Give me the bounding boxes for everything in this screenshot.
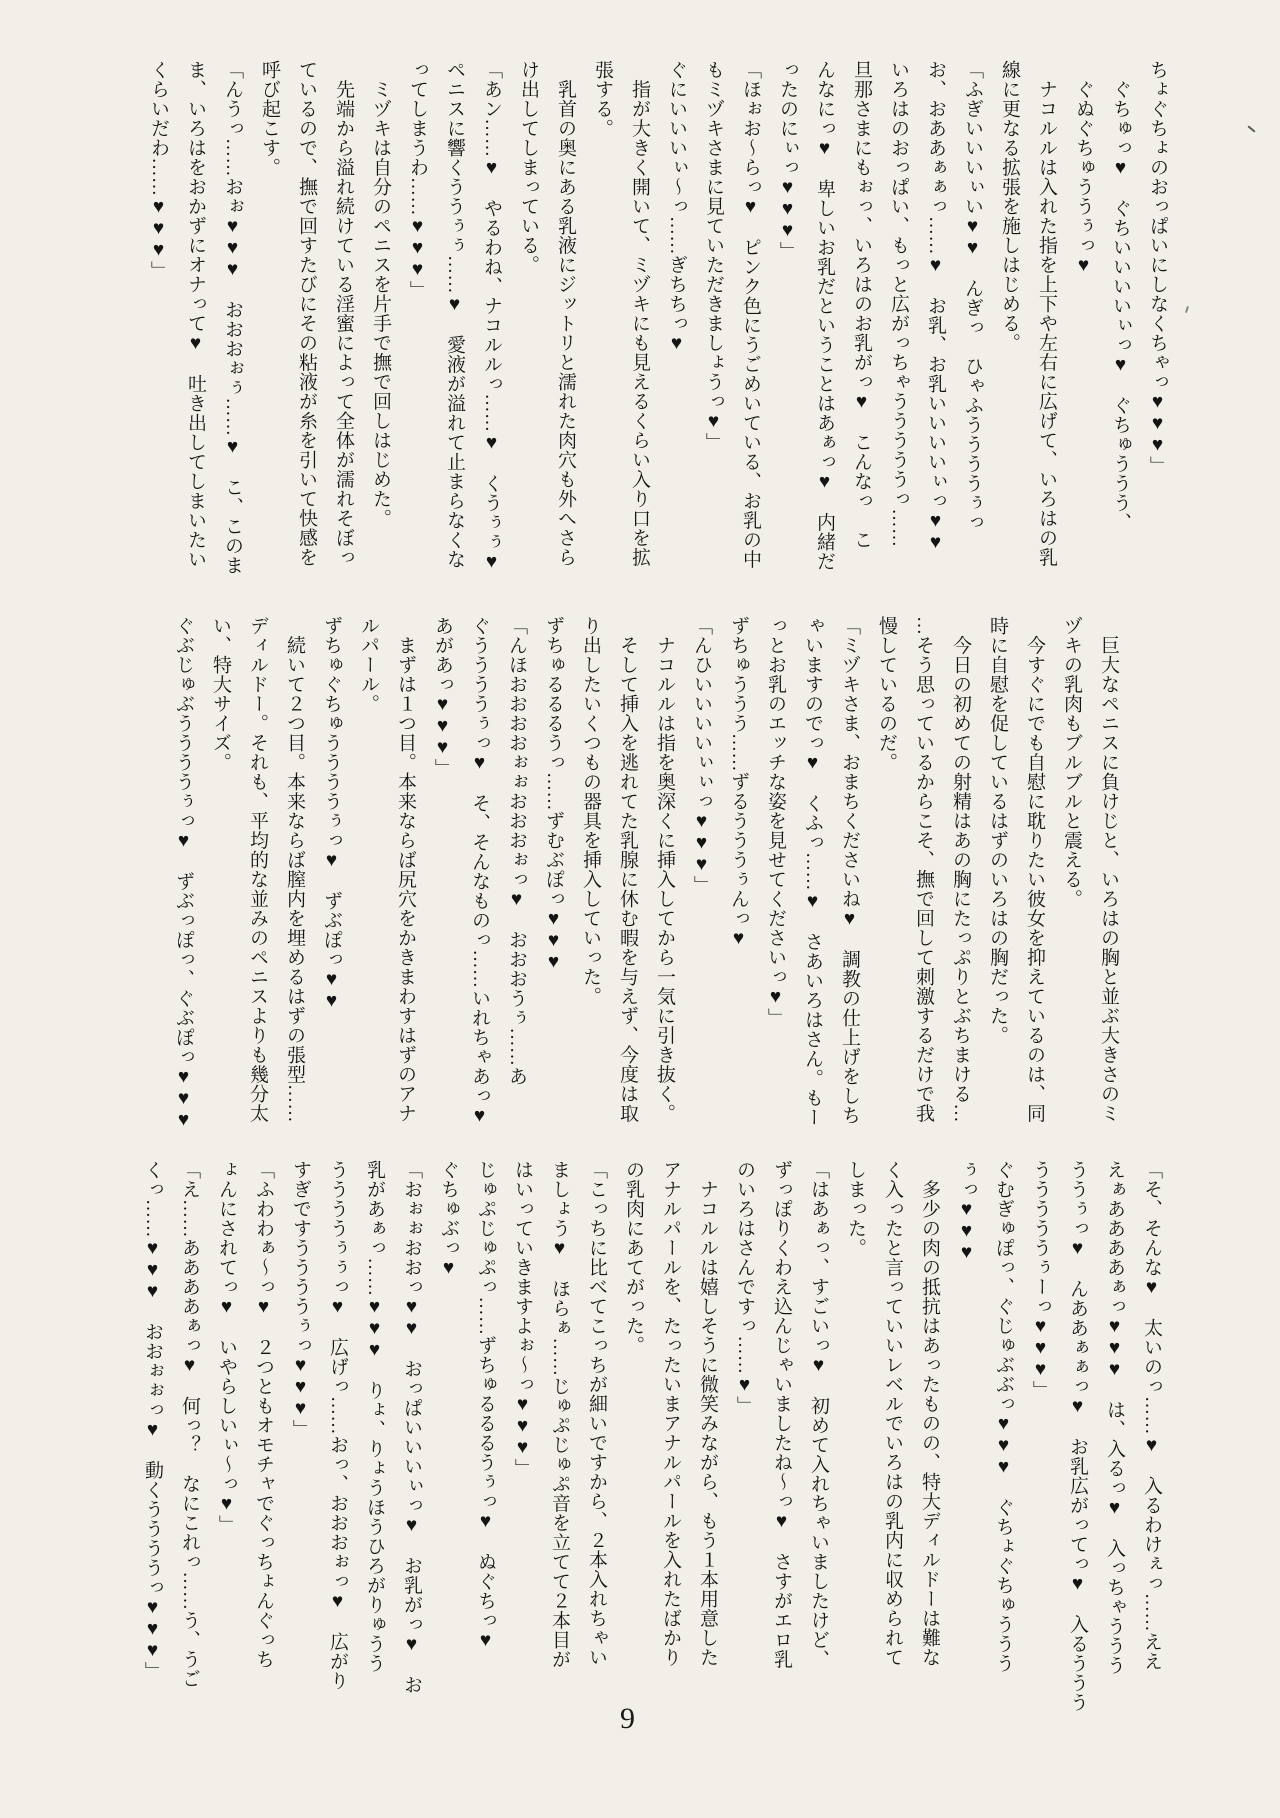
text-column: のいろはさんですっ……♥」	[734, 1160, 755, 1416]
text-band-middle	[165, 616, 1127, 1161]
text-column: ナコルルは入れた指を上下や左右に広げて、いろはの乳	[1036, 60, 1057, 567]
text-column: ずちゅううう……ずるうううぅんっ♥	[728, 616, 749, 950]
text-band-top	[140, 60, 1176, 605]
text-column: 乳があぁっ……♥♥♥ りょ、りょうほうひろがりゅうう	[364, 1160, 385, 1673]
text-column: 先端から溢れ続けている淫蜜によって全体が濡れそぼっ	[333, 60, 354, 567]
text-column: ぅっ♥♥♥	[956, 1160, 977, 1264]
text-column: すぎですううううぅっ♥♥♥」	[290, 1160, 311, 1439]
text-column: ううぅっ♥ んああぁぁっ♥ お乳広がってっ♥ 入るううう	[1067, 1160, 1088, 1712]
text-column: い、特大サイズ。	[210, 616, 231, 772]
text-column: ヅキの乳肉もブルブルと震える。	[1061, 616, 1082, 909]
text-column: 「んほおおおおぉぉおおおぉっ♥ おおおうぅ……あ	[506, 616, 527, 1086]
text-column: ましょう♥ ほらぁ……じゅぷじゅぷ音を立てて２本目が	[549, 1160, 570, 1669]
text-column: ルパール。	[358, 616, 379, 714]
text-column: ずっぽりくわえ込んじゃいましたね〜っ♥ さすがエロ乳	[771, 1160, 792, 1669]
text-column: ぐむぎゅぽっ、ぐじゅぶぶっ♥♥♥ ぐちょぐちゅううう	[993, 1160, 1014, 1673]
text-column: 「え……ああああぁっ♥ 何っ？ なにこれっ……う、うご	[179, 1160, 200, 1689]
text-column: じゅぷじゅぷっ……ずちゅるるるうぅっ♥ ぬぐちっ♥	[475, 1160, 496, 1652]
text-column: …そう思っているからこそ、撫で回して刺激するだけで我	[913, 616, 934, 1123]
text-column: くらいだわ……♥♥♥」	[148, 60, 169, 281]
text-column: 「こっちに比べてこっちが細いですから、２本入れちゃい	[586, 1160, 607, 1667]
text-column: 今すぐにでも自慰に耽りたい彼女を抑えているのは、同	[1024, 616, 1045, 1123]
page-number: 9	[620, 1702, 635, 1735]
text-column: け出してしまっている。	[518, 60, 539, 275]
text-column: 旦那さまにもぉっ、いろはのお乳がっ♥ こんなっ こ	[851, 60, 872, 550]
text-column: 「ミヅキさま、おまちくださいね♥ 調教の仕上げをしち	[839, 616, 860, 1125]
text-column: くっ……♥♥♥ おおぉぉっ♥ 動くううううっ♥♥♥」	[142, 1160, 163, 1681]
text-column: はいっていきますよぉ〜っ♥♥♥」	[512, 1160, 533, 1478]
text-column: 「ほぉお〜らっ♥ ピンク色にうごめいている、お乳の中	[740, 60, 761, 569]
text-column: 指が大きく開いて、ミヅキにも見えるくらい入り口を拡	[629, 60, 650, 567]
text-column: お、おああぁぁっ……♥ お乳、お乳いいいいぃっ♥♥	[925, 60, 946, 554]
text-column: く入ったと言っていいレベルでいろはの乳内に収められて	[882, 1160, 903, 1667]
text-column: ううううぅぅっ♥ 広げっ……おっ、おおおぉっ♥ 広がり	[327, 1160, 348, 1691]
text-column: もミヅキさまに見ていただきましょうっ♥」	[703, 60, 724, 452]
text-column: ペニスに響くううぅぅ……♥ 愛液が溢れて止まらなくな	[444, 60, 465, 569]
scan-speck-icon	[1247, 125, 1255, 132]
text-column: あがあっ♥♥♥」	[432, 616, 453, 778]
text-band-bottom	[134, 1160, 1170, 1720]
text-column: んなにっ♥ 卑しいお乳だということはあぁっ♥ 内緒だ	[814, 60, 835, 571]
text-column: そして挿入を逃れてた乳腺に休む暇を与えず、今度は取	[617, 616, 638, 1123]
text-column: えぁああああぁっ♥♥♥ は、入るっ♥ 入っちゃううう	[1104, 1160, 1125, 1675]
text-column: ぐううううぅっ♥ そ、そんなものっ……いれちゃあっ♥	[469, 616, 490, 1127]
text-column: 「んひいいいいぃぃっ♥♥♥」	[691, 616, 712, 895]
text-column: ているので、撫で回すたびにその粘液が糸を引いて快感を	[296, 60, 317, 567]
text-column: っとお乳のエッチな姿を見せてくださいっ♥」	[765, 616, 786, 1028]
text-column: うううううぅーっ♥♥♥」	[1030, 1160, 1051, 1400]
text-column: 続いて２つ目。本来ならば膣内を埋めるはずの張型……	[284, 616, 305, 1123]
text-column: ディルドー。それも、平均的な並みのペニスよりも幾分太	[247, 616, 268, 1123]
text-column: ゃいますのでっ♥ くふっ……♥ さあいろはさん。もー	[802, 616, 823, 1127]
text-column: 「んうっ……おぉ♥♥♥ おおおぉぅ……♥ こ、このま	[222, 60, 243, 575]
text-column: の乳肉にあてがった。	[623, 1160, 644, 1355]
scan-speck-icon	[1185, 306, 1189, 313]
text-column: 「はあぁっ、すごいっ♥ 初めて入れちゃいましたけど、	[808, 1160, 829, 1669]
text-column: 多少の肉の抵抗はあったものの、特大ディルドーは難な	[919, 1160, 940, 1667]
text-column: まずは１つ目。本来ならば尻穴をかきまわすはずのアナ	[395, 616, 416, 1123]
text-column: ぐぶじゅぶううううぅっ♥ ずぶっぽっ、ぐぶぽっ♥♥♥	[173, 616, 194, 1131]
text-column: ぐぬぐちゅううぅっ♥	[1073, 60, 1094, 277]
text-column: 巨大なペニスに負けじと、いろはの胸と並ぶ大きさのミ	[1098, 616, 1119, 1123]
text-column: ったのにぃっ♥♥♥」	[777, 60, 798, 261]
text-column: 時に自慰を促しているはずのいろはの胸だった。	[987, 616, 1008, 1045]
text-column: 乳首の奥にある乳液にジットリと濡れた肉穴も外へさら	[555, 60, 576, 567]
text-column: 「おぉぉおおっ♥♥ おっぱいいいぃっ♥ お乳がっ♥ お	[401, 1160, 422, 1695]
text-column: アナルパールを、たったいまアナルパールを入れたばかり	[660, 1160, 681, 1667]
text-column: ずちゅるるるうっ……ずむぶぽっ♥♥♥	[543, 616, 564, 973]
text-column: 線に更なる拡張を施しはじめる。	[999, 60, 1020, 353]
text-column: 張する。	[592, 60, 613, 138]
text-column: ナコルルは嬉しそうに微笑みながら、もう１本用意した	[697, 1160, 718, 1667]
text-column: ミヅキは自分のペニスを片手で撫で回しはじめた。	[370, 60, 391, 528]
text-column: ナコルルは指を奥深くに挿入してから一気に引き抜く。	[654, 616, 675, 1123]
text-column: いろはのおっぱい、もっと広がっちゃうううううっ……	[888, 60, 909, 548]
text-column: 「ふわわぁ〜っ♥ ２つともオモチャでぐっちょんぐっち	[253, 1160, 274, 1669]
text-column: り出したいくつもの器具を挿入していった。	[580, 616, 601, 1006]
text-column: ぐちゅっ♥ ぐちいいいいぃっ♥ ぐちゅううう、	[1110, 60, 1131, 532]
text-column: ぐにいいいぃ〜っ……ぎちちっ♥	[666, 60, 687, 355]
text-column: ずちゅぐちゅううううぅっ♥ ずぶぽっ♥♥	[321, 616, 342, 1012]
text-column: 呼び起こす。	[259, 60, 280, 177]
text-column: 今日の初めての射精はあの胸にたっぷりとぶちまける…	[950, 616, 971, 1123]
text-column: しまった。	[845, 1160, 866, 1258]
text-column: 慢しているのだ。	[876, 616, 897, 772]
text-column: ま、いろはをおかずにオナって♥ 吐き出してしまいたい	[185, 60, 206, 569]
text-column: 「ふぎいいいぃい♥♥ んぎっ ひゃふううううぅっ	[962, 60, 983, 532]
text-column: 「そ、そんな♥ 太いのっ……♥ 入るわけぇっ……ええ	[1141, 1160, 1162, 1671]
text-column: ょんにされてっ♥ いやらしいぃ〜っ♥」	[216, 1160, 237, 1535]
text-column: ぐちゅぶっ♥	[438, 1160, 459, 1279]
text-column: ってしまうわ……♥♥♥」	[407, 60, 428, 300]
text-column: 「あン……♥ やるわね、ナコルルっ……♥ くうぅぅ♥	[481, 60, 502, 573]
text-column: ちょぐちょのおっぱいにしなくちゃっ♥♥♥」	[1147, 60, 1168, 476]
